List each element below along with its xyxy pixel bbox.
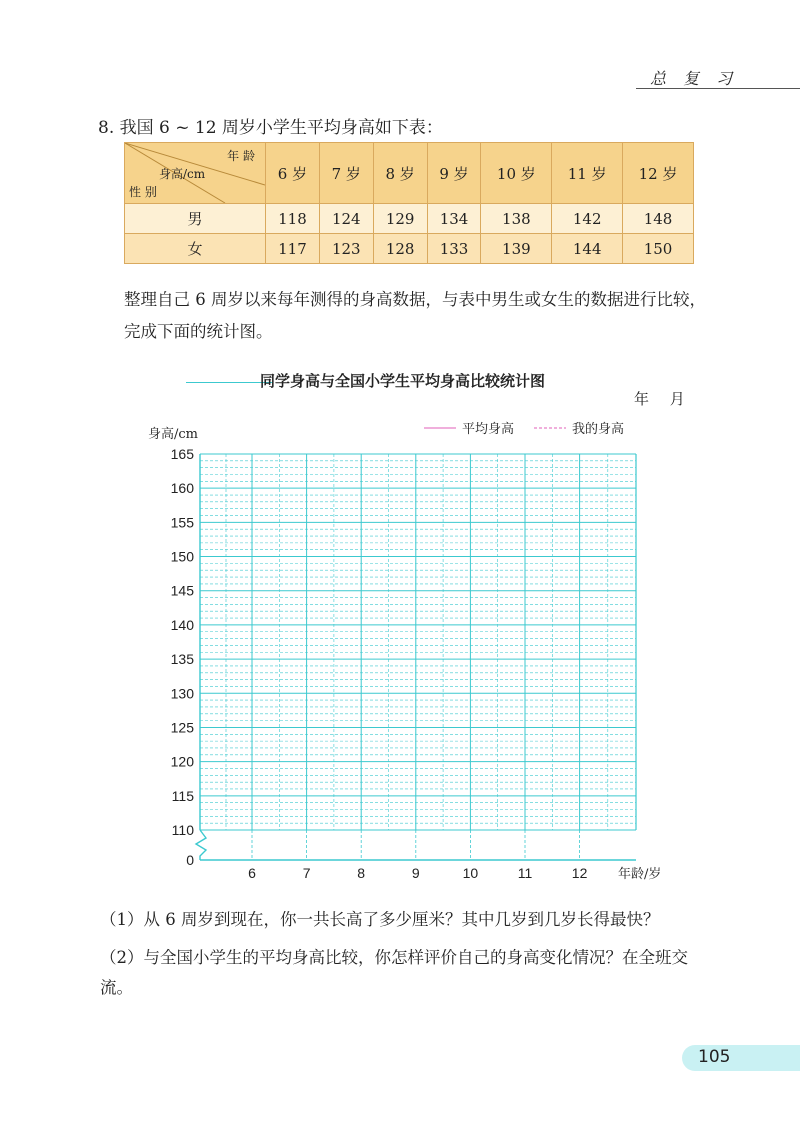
age-header: 9 岁: [427, 143, 481, 204]
y-tick-label: 140: [170, 616, 194, 633]
y-tick-label: 120: [170, 753, 194, 770]
height-value: 129: [373, 204, 427, 234]
corner-label-age: 年 龄: [227, 149, 255, 163]
age-header: 11 岁: [552, 143, 623, 204]
height-value: 138: [481, 204, 552, 234]
height-value: 144: [552, 234, 623, 264]
height-value: 118: [266, 204, 320, 234]
page-number-tab: [682, 1045, 800, 1071]
legend-label: 平均身高: [462, 422, 515, 437]
chart-title: 同学身高与全国小学生平均身高比较统计图: [260, 372, 546, 390]
height-value: 134: [427, 204, 481, 234]
x-tick-label: 11: [517, 865, 533, 881]
instruction-text: 整理自己 6 周岁以来每年测得的身高数据，与表中男生或女生的数据进行比较，完成下面的统计图。: [124, 290, 706, 341]
y-tick-label: 135: [170, 651, 194, 668]
table-row: [125, 204, 694, 234]
height-value: 139: [481, 234, 552, 264]
y-tick-label: 160: [170, 480, 194, 497]
height-value: 128: [373, 234, 427, 264]
row-label: 女: [125, 234, 266, 264]
subquestion-2: （2）与全国小学生的平均身高比较，你怎样评价自己的身高变化情况？在全班交流。: [100, 948, 688, 997]
height-value: 148: [623, 204, 694, 234]
height-chart: [0, 400, 800, 890]
y-tick-label: 155: [170, 514, 194, 531]
age-header: 6 岁: [266, 143, 320, 204]
age-header: 7 岁: [319, 143, 373, 204]
y-tick-label: 115: [171, 787, 194, 804]
date-label: 年 月: [634, 390, 693, 408]
x-tick-label: 12: [571, 865, 588, 881]
axis-break: [196, 830, 206, 860]
header-rule: [636, 88, 800, 89]
legend-label: 我的身高: [572, 422, 625, 437]
height-value: 150: [623, 234, 694, 264]
x-tick-label: 7: [302, 865, 311, 881]
x-tick-label: 9: [411, 865, 420, 881]
height-value: 124: [319, 204, 373, 234]
table-corner-cell: [125, 143, 266, 204]
y-tick-label: 165: [170, 446, 194, 462]
x-tick-label: 8: [357, 865, 366, 881]
age-header: 8 岁: [373, 143, 427, 204]
subquestions: [100, 905, 700, 1011]
height-value: 133: [427, 234, 481, 264]
y-tick-label: 150: [170, 548, 194, 565]
y-tick-label: 110: [171, 822, 194, 838]
height-table: [124, 142, 694, 264]
page-number: 105: [698, 1047, 731, 1067]
x-tick-label: 10: [462, 865, 479, 881]
section-title: 总 复 习: [650, 69, 739, 88]
y-tick-label: 145: [170, 582, 194, 599]
age-header: 10 岁: [481, 143, 552, 204]
corner-label-height: 身高/cm: [159, 167, 206, 181]
height-value: 117: [266, 234, 320, 264]
height-value: 123: [319, 234, 373, 264]
age-header: 12 岁: [623, 143, 694, 204]
question-text: 8. 我国 6 ~ 12 周岁小学生平均身高如下表：: [98, 118, 443, 138]
y-tick-label: 0: [186, 852, 194, 868]
table-row: [125, 234, 694, 264]
corner-label-gender: 性 别: [129, 185, 157, 199]
y-tick-label: 125: [170, 719, 194, 736]
y-axis-label: 身高/cm: [148, 427, 198, 442]
x-axis-label: 年龄/岁: [618, 867, 662, 882]
subquestion-1: （1）从 6 周岁到现在，你一共长高了多少厘米？其中几岁到几岁长得最快？: [100, 910, 660, 929]
x-tick-label: 6: [248, 865, 256, 881]
height-value: 142: [552, 204, 623, 234]
row-label: 男: [125, 204, 266, 234]
y-tick-label: 130: [170, 685, 194, 702]
